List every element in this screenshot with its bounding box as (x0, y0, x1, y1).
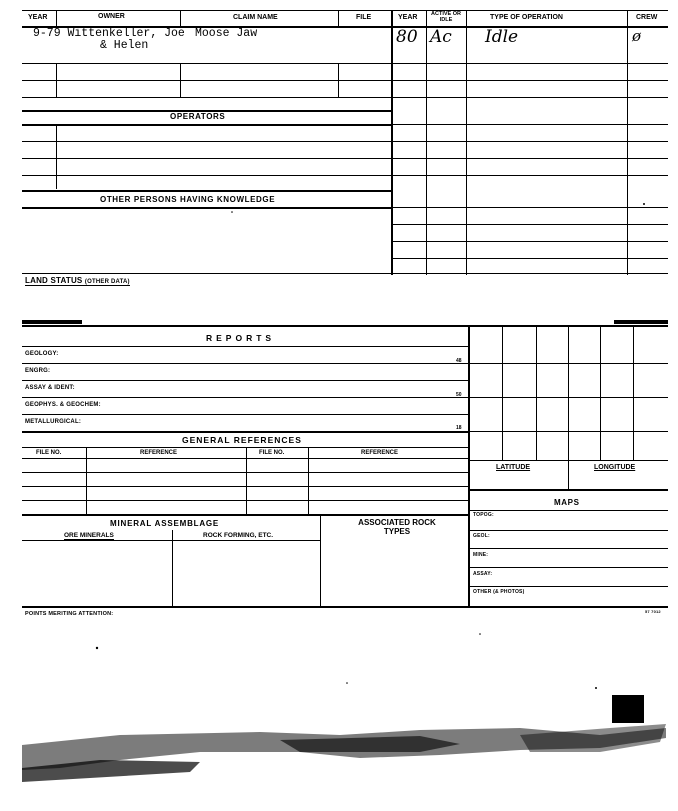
report-metallurgical: METALLURGICAL: (25, 419, 82, 425)
report-assay: ASSAY & IDENT: (25, 385, 75, 391)
gen-ref-col-file-2: FILE NO. (259, 450, 285, 456)
maps-topog: TOPOG: (473, 512, 494, 518)
report-geophys: GEOPHYS. & GEOCHEM: (25, 402, 101, 408)
ore-minerals-heading: ORE MINERALS (64, 532, 114, 539)
associated-rock-types: ASSOCIATED ROCK TYPES (358, 518, 436, 536)
maps-assay: ASSAY: (473, 571, 493, 577)
col-claim-name: CLAIM NAME (233, 14, 278, 21)
report-engrg: ENGRG: (25, 368, 51, 374)
col-crew: CREW (636, 14, 658, 21)
handwritten-year: 80 (396, 27, 418, 47)
gen-ref-col-ref-2: REFERENCE (361, 450, 399, 456)
maps-heading: MAPS (554, 498, 580, 507)
col-owner: OWNER (98, 13, 125, 20)
mineral-assemblage-heading: MINERAL ASSEMBLAGE (110, 519, 220, 528)
longitude-label: LONGITUDE (594, 464, 636, 471)
points-meriting-attention: POINTS MERITING ATTENTION: (25, 611, 114, 617)
report-geology: GEOLOGY: (25, 351, 59, 357)
handwritten-crew: ø (632, 27, 642, 45)
land-status-text: LAND STATUS (25, 276, 83, 285)
maps-mine: MINE: (473, 552, 489, 558)
operators-heading: OPERATORS (170, 112, 226, 121)
owner-entry: 9-79 Wittenkeller, Joe (33, 27, 185, 40)
land-status-sub: (OTHER DATA) (84, 279, 130, 285)
handwritten-operation: Idle (485, 27, 519, 47)
rock-forming-heading: ROCK FORMING, ETC. (203, 532, 274, 539)
owner-entry-line2: & Helen (100, 39, 149, 52)
report-metallurgical-num: 18 (456, 425, 462, 431)
form-number: 57 7012 (645, 609, 661, 614)
reports-heading: REPORTS (206, 333, 276, 343)
report-geology-num: 48 (456, 358, 462, 364)
col-year: YEAR (28, 14, 48, 21)
col-file: FILE (356, 14, 372, 21)
col-type-of-operation: TYPE OF OPERATION (490, 14, 563, 21)
col-active-or-idle: ACTIVE OR IDLE (431, 11, 461, 23)
other-persons-heading: OTHER PERSONS HAVING KNOWLEDGE (100, 195, 276, 204)
claim-name-entry: Moose Jaw (195, 27, 258, 40)
col-year-2: YEAR (398, 14, 418, 21)
gen-ref-col-ref-1: REFERENCE (140, 450, 178, 456)
gen-ref-col-file-1: FILE NO. (36, 450, 62, 456)
maps-other: OTHER (& PHOTOS) (473, 589, 525, 595)
general-references-heading: GENERAL REFERENCES (182, 435, 302, 445)
handwritten-active: Ac (430, 27, 452, 47)
latitude-label: LATITUDE (496, 464, 531, 471)
maps-geol: GEOL: (473, 533, 490, 539)
report-assay-num: 50 (456, 392, 462, 398)
